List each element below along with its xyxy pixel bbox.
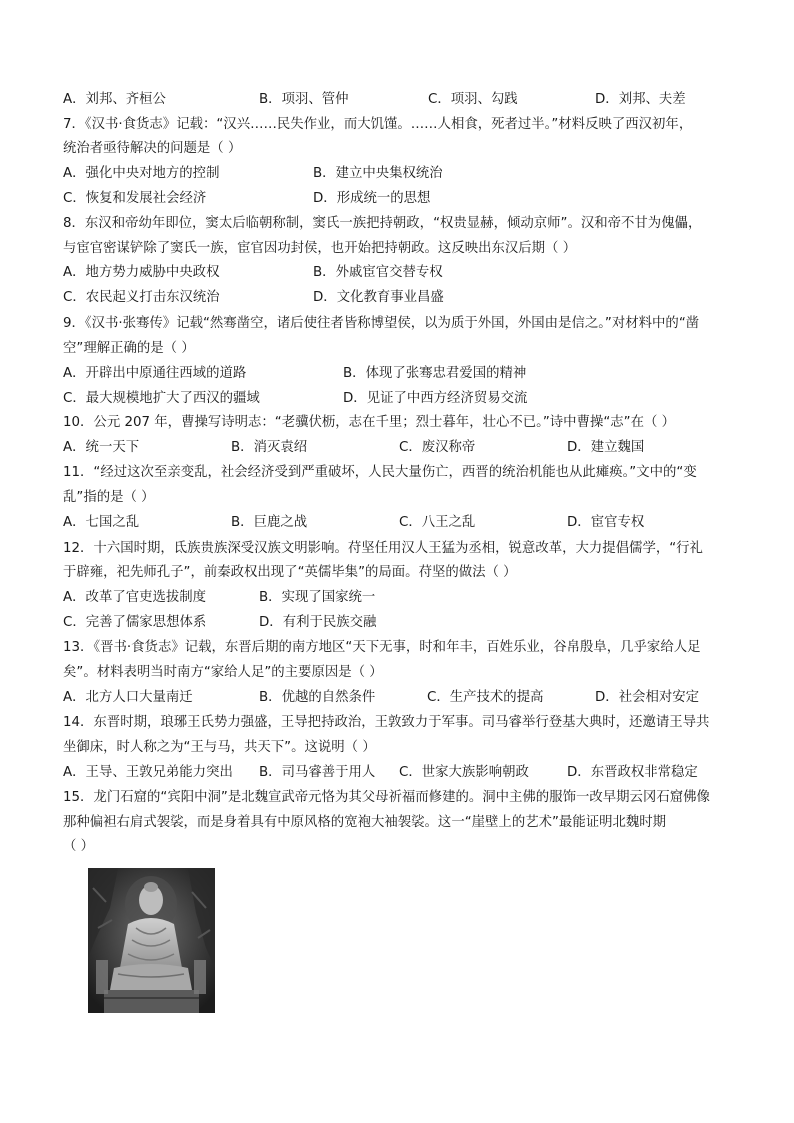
q15-stem-line-3: （ ）	[63, 839, 95, 854]
q7-option-c[interactable]: C．恢复和发展社会经济	[63, 191, 207, 206]
q12-option-a[interactable]: A．改革了官吏选拔制度	[63, 590, 207, 605]
q11-option-d[interactable]: D．宦官专权	[567, 515, 645, 530]
q7-stem-line-1: 7．《汉书·食货志》记载：“汉兴……民失作业，而大饥馑。……人相食，死者过半。”材料反映了西汉初年，	[63, 117, 693, 132]
q8-option-b[interactable]: B．外戚宦官交替专权	[313, 265, 443, 280]
q12-option-b[interactable]: B．实现了国家统一	[259, 590, 376, 605]
q14-stem-line-2: 坐御床，时人称之为“王与马，共天下”。这说明（ ）	[63, 740, 376, 755]
q9-stem-line-2: 空”理解正确的是（ ）	[63, 341, 195, 356]
q13-option-d[interactable]: D．社会相对安定	[595, 690, 700, 705]
q8-option-a[interactable]: A．地方势力威胁中央政权	[63, 265, 220, 280]
q11-option-c[interactable]: C．八王之乱	[399, 515, 476, 530]
q12-option-c[interactable]: C．完善了儒家思想体系	[63, 615, 207, 630]
q13-stem-line-1: 13．《晋书·食货志》记载，东晋后期的南方地区“天下无事，时和年丰，百姓乐业，谷帛殷阜，几乎家给人足	[63, 640, 701, 655]
q7-option-a[interactable]: A．强化中央对地方的控制	[63, 166, 220, 181]
q9-option-b[interactable]: B．体现了张骞忠君爱国的精神	[343, 366, 527, 381]
q11-stem-line-2: 乱”指的是（ ）	[63, 490, 155, 505]
q10-option-c[interactable]: C．废汉称帝	[399, 440, 476, 455]
q14-option-c[interactable]: C．世家大族影响朝政	[399, 765, 529, 780]
q10-option-b[interactable]: B．消灭袁绍	[231, 440, 308, 455]
q12-stem-line-2: 于辟雍，祀先师孔子”，前秦政权出现了“英儒毕集”的局面。苻坚的做法（ ）	[63, 565, 517, 580]
q9-option-c[interactable]: C．最大规模地扩大了西汉的疆域	[63, 391, 260, 406]
q13-option-a[interactable]: A．北方人口大量南迁	[63, 690, 193, 705]
q9-option-a[interactable]: A．开辟出中原通往西域的道路	[63, 366, 247, 381]
buddha-statue-photo	[88, 868, 215, 1013]
q7-option-d[interactable]: D．形成统一的思想	[313, 191, 431, 206]
q11-option-a[interactable]: A．七国之乱	[63, 515, 140, 530]
q11-option-b[interactable]: B．巨鹿之战	[231, 515, 308, 530]
q10-stem-line-1: 10．公元 207 年，曹操写诗明志：“老骥伏枥，志在千里；烈士暮年，壮心不已。”诗中曹操“志”在（ ）	[63, 415, 676, 430]
q10-option-d[interactable]: D．建立魏国	[567, 440, 645, 455]
q7-option-b[interactable]: B．建立中央集权统治	[313, 166, 443, 181]
q14-option-b[interactable]: B．司马睿善于用人	[259, 765, 376, 780]
q6-option-b[interactable]: B．项羽、管仲	[259, 92, 349, 107]
q6-option-a[interactable]: A．刘邦、齐桓公	[63, 92, 166, 107]
q14-stem-line-1: 14．东晋时期，琅琊王氏势力强盛，王导把持政治，王敦致力于军事。司马睿举行登基大典时，还邀请王导共	[63, 715, 710, 730]
q8-option-c[interactable]: C．农民起义打击东汉统治	[63, 290, 220, 305]
q14-option-d[interactable]: D．东晋政权非常稳定	[567, 765, 698, 780]
q10-option-a[interactable]: A．统一天下	[63, 440, 140, 455]
q9-stem-line-1: 9．《汉书·张骞传》记载“然骞凿空，诸后使往者皆称博望侯，以为质于外国，外国由是信之。”对材料中的“凿	[63, 316, 700, 331]
q8-stem-line-1: 8．东汉和帝幼年即位，窦太后临朝称制，窦氏一族把持朝政，“权贵显赫，倾动京师”。汉和帝不甘为傀儡，	[63, 216, 702, 231]
q13-option-c[interactable]: C．生产技术的提高	[427, 690, 544, 705]
q8-stem-line-2: 与宦官密谋铲除了窦氏一族，宦官因功封侯，也开始把持朝政。这反映出东汉后期（ ）	[63, 241, 577, 256]
q12-stem-line-1: 12．十六国时期，氐族贵族深受汉族文明影响。苻坚任用汉人王猛为丞相，锐意改革，大力提倡儒学，“行礼	[63, 541, 703, 556]
q6-option-d[interactable]: D．刘邦、夫差	[595, 92, 686, 107]
q11-stem-line-1: 11．“经过这次至亲变乱，社会经济受到严重破坏，人民大量伤亡，西晋的统治机能也从此瘫痪。”文中的“变	[63, 465, 697, 480]
q6-option-c[interactable]: C．项羽、勾践	[428, 92, 518, 107]
q8-option-d[interactable]: D．文化教育事业昌盛	[313, 290, 444, 305]
q13-stem-line-2: 矣”。材料表明当时南方“家给人足”的主要原因是（ ）	[63, 665, 383, 680]
q12-option-d[interactable]: D．有利于民族交融	[259, 615, 377, 630]
q9-option-d[interactable]: D．见证了中西方经济贸易交流	[343, 391, 528, 406]
q14-option-a[interactable]: A．王导、王敦兄弟能力突出	[63, 765, 233, 780]
q15-stem-line-1: 15．龙门石窟的“宾阳中洞”是北魏宣武帝元恪为其父母祈福而修建的。洞中主佛的服饰一改早期云冈石窟佛像	[63, 790, 710, 805]
q13-option-b[interactable]: B．优越的自然条件	[259, 690, 376, 705]
q15-stem-line-2: 那种偏袒右肩式袈裟，而是身着具有中原风格的宽袍大袖袈裟。这一“崖壁上的艺术”最能证明北魏时期	[63, 815, 667, 830]
q7-stem-line-2: 统治者亟待解决的问题是（ ）	[63, 141, 242, 156]
